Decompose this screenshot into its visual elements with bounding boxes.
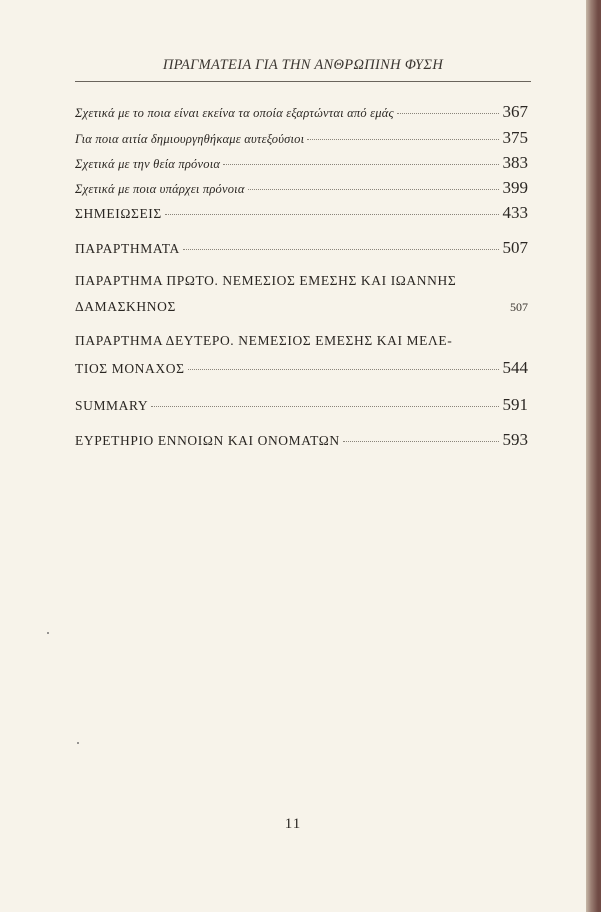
toc-entry-page: 507	[510, 300, 528, 314]
toc-entry-label: ΕΥΡΕΤΗΡΙΟ ΕΝΝΟΙΩΝ ΚΑΙ ΟΝΟΜΑΤΩΝ	[75, 433, 340, 448]
toc-entry-label-line1: ΠΑΡΑΡΤΗΜΑ ΔΕΥΤΕΡΟ. ΝΕΜΕΣΙΟΣ ΕΜΕΣΗΣ ΚΑΙ ΜΕΛΕ-	[75, 333, 453, 348]
toc-entry-page: 367	[502, 102, 528, 121]
toc-entry	[75, 102, 528, 122]
dot-leader	[223, 164, 499, 165]
toc-entry-label: Σχετικά με ποια υπάρχει πρόνοια	[75, 182, 245, 196]
toc-entry-label: Σχετικά με το ποια είναι εκείνα τα οποία εξαρτώνται από εμάς	[75, 106, 394, 120]
toc-entry-page: 433	[502, 203, 528, 222]
toc-entry-appendix-two	[75, 333, 528, 378]
toc-entry	[75, 430, 528, 450]
toc-entry-page: 399	[502, 178, 528, 197]
paper-speck	[77, 742, 79, 744]
dot-leader	[151, 406, 499, 407]
toc-entry-label: SUMMARY	[75, 398, 149, 413]
toc-entry-page: 593	[502, 430, 528, 449]
toc-entry	[75, 203, 528, 223]
toc-entry-page: 383	[502, 153, 528, 172]
toc-entry	[75, 178, 528, 198]
dot-leader	[248, 189, 499, 190]
toc-entry-page: 375	[502, 128, 528, 147]
dot-leader	[307, 139, 499, 140]
dot-leader	[343, 441, 499, 442]
toc-entry-label: Για ποια αιτία δημιουργηθήκαμε αυτεξούσιοι	[75, 132, 305, 146]
toc-entry	[75, 395, 528, 415]
dot-leader	[183, 249, 499, 250]
page-number: 11	[284, 816, 302, 832]
toc-entry-label: Σχετικά με την θεία πρόνοια	[75, 157, 221, 171]
toc-entry-label-line2: ΔΑΜΑΣΚΗΝΟΣ	[75, 299, 176, 314]
toc-entry-label-line2: ΤΙΟΣ ΜΟΝΑΧΟΣ	[75, 361, 185, 376]
toc-entry-page: 544	[502, 358, 528, 377]
toc-entry-label: ΣΗΜΕΙΩΣΕΙΣ	[75, 206, 162, 221]
header-rule	[75, 81, 531, 82]
dot-leader	[188, 369, 499, 370]
toc-entry-appendix-one	[75, 273, 528, 318]
toc-entry	[75, 128, 528, 148]
dot-leader	[397, 113, 499, 114]
toc-entry-label: ΠΑΡΑΡΤΗΜΑΤΑ	[75, 241, 180, 256]
paper-speck	[47, 632, 49, 634]
toc-entry-label-line1: ΠΑΡΑΡΤΗΜΑ ΠΡΩΤΟ. ΝΕΜΕΣΙΟΣ ΕΜΕΣΗΣ ΚΑΙ ΙΩΑΝΝΗΣ	[75, 273, 457, 288]
book-edge	[586, 0, 601, 912]
toc-entry	[75, 238, 528, 258]
toc-entry-page: 591	[502, 395, 528, 414]
toc-entry	[75, 153, 528, 173]
toc-entry-page: 507	[502, 238, 528, 257]
dot-leader	[165, 214, 499, 215]
running-head: ΠΡΑΓΜΑΤΕΙΑ ΓΙΑ ΤΗΝ ΑΝΘΡΩΠΙΝΗ ΦΥΣΗ	[162, 57, 444, 73]
